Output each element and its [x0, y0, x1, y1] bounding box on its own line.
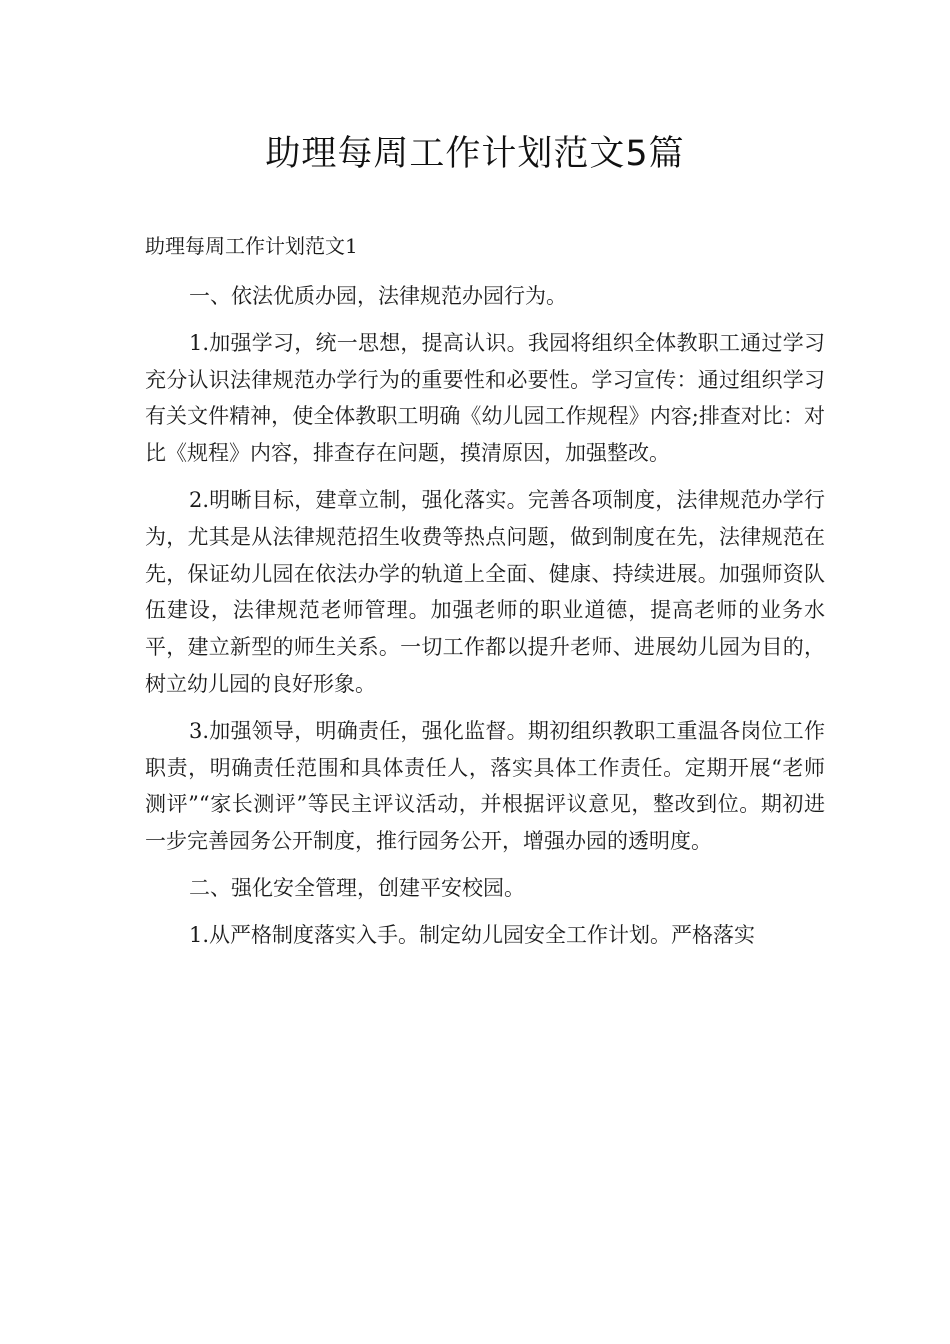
- document-body: [145, 228, 825, 964]
- paragraph-4: 1.从严格制度落实入手。制定幼儿园安全工作计划。严格落实: [189, 922, 756, 947]
- paragraph-2: 2.明晰目标，建章立制，强化落实。完善各项制度，法律规范办学行为，尤其是从法律规范招生收费等热点问题，做到制度在先，法律规范在先，保证幼儿园在依法办学的轨道上全面、健康、持续进展。加强师资队伍建设，法律规范老师管理。加强老师的职业道德，提高老师的业务水平，建立新型的师生关系。一切工作都以提升老师、进展幼儿园为目的，树立幼儿园的良好形象。: [145, 487, 825, 696]
- heading-one: 一、依法优质办园，法律规范办园行为。: [189, 284, 567, 308]
- paragraph-3: 3.加强领导，明确责任，强化监督。期初组织教职工重温各岗位工作职责，明确责任范围和具体责任人，落实具体工作责任。定期开展“老师测评”“家长测评”等民主评议活动，并根据评议意见，整改到位。期初进一步完善园务公开制度，推行园务公开，增强办园的透明度。: [145, 718, 825, 854]
- heading-two: 二、强化安全管理，创建平安校园。: [189, 875, 525, 900]
- document-title: 助理每周工作计划范文5篇: [265, 134, 685, 174]
- paragraph-1: 1.加强学习，统一思想，提高认识。我园将组织全体教职工通过学习充分认识法律规范办学行为的重要性和必要性。学习宣传：通过组织学习有关文件精神，使全体教职工明确《幼儿园工作规程》内容;排查对比：对比《规程》内容，排查存在问题，摸清原因，加强整改。: [145, 330, 825, 466]
- section-label: 助理每周工作计划范文1: [145, 234, 358, 258]
